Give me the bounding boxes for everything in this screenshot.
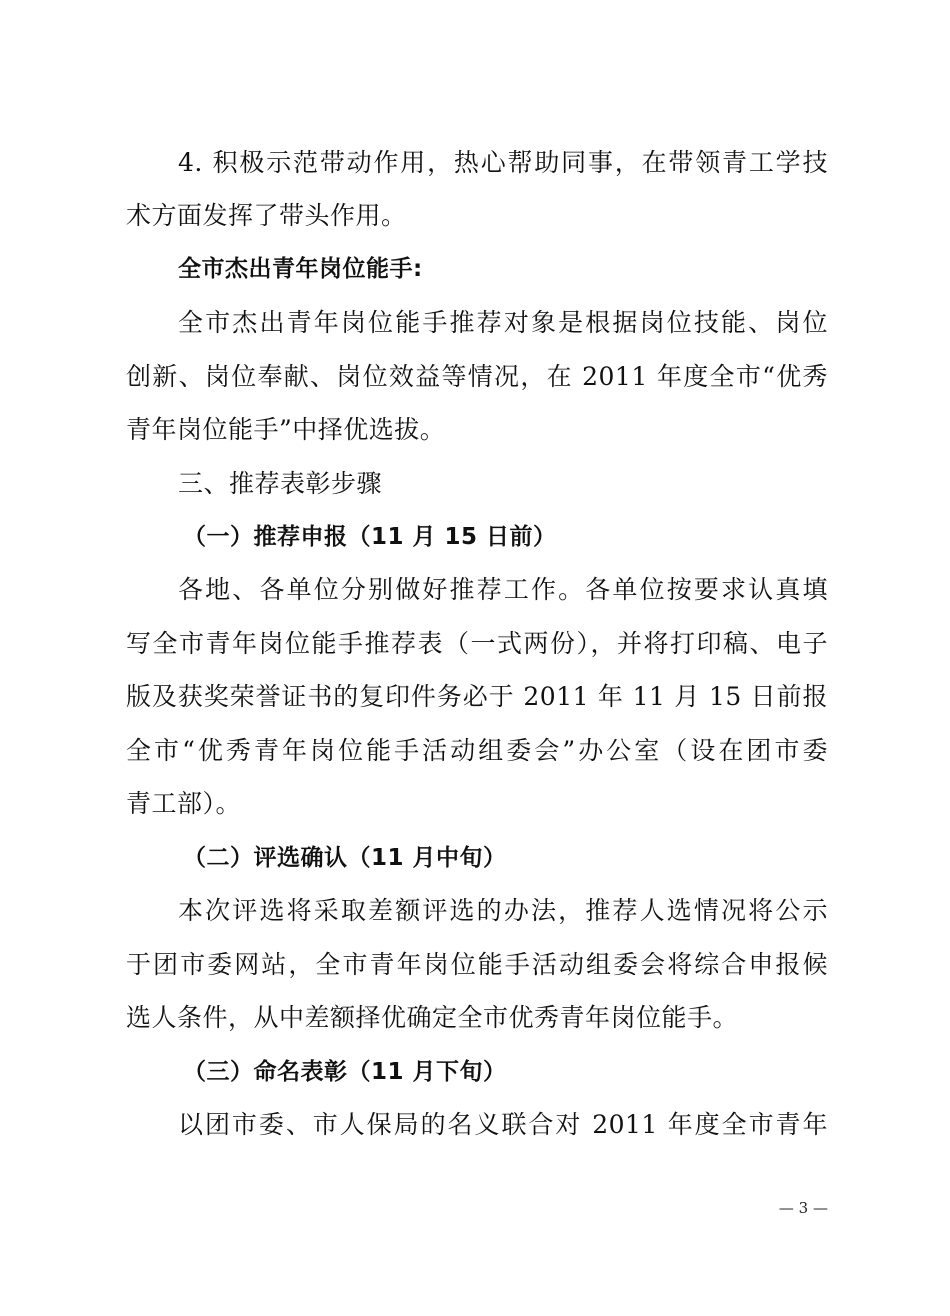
body-line: 以团市委、市人保局的名义联合对 2011 年度全市青年	[178, 1110, 828, 1139]
section-heading: 全市杰出青年岗位能手:	[178, 256, 423, 282]
subsection-heading: （一）推荐申报（11 月 15 日前）	[183, 524, 557, 550]
body-line: 选人条件，从中差额择优确定全市优秀青年岗位能手。	[126, 1003, 739, 1032]
body-line: 青年岗位能手”中择优选拔。	[126, 415, 446, 444]
page-number: — 3 —	[778, 1199, 828, 1217]
subsection-heading: （二）评选确认（11 月中旬）	[183, 845, 507, 871]
body-line: 术方面发挥了带头作用。	[126, 201, 407, 230]
body-line: 4. 积极示范带动作用，热心帮助同事，在带领青工学技	[178, 148, 828, 177]
body-line: 各地、各单位分别做好推荐工作。各单位按要求认真填	[178, 575, 828, 604]
body-line: 版及获奖荣誉证书的复印件务必于 2011 年 11 月 15 日前报	[126, 682, 828, 711]
body-line: 写全市青年岗位能手推荐表（一式两份），并将打印稿、电子	[126, 629, 828, 658]
section-title: 三、推荐表彰步骤	[178, 469, 383, 498]
subsection-heading: （三）命名表彰（11 月下旬）	[183, 1059, 507, 1085]
body-line: 创新、岗位奉献、岗位效益等情况，在 2011 年度全市“优秀	[126, 362, 828, 391]
body-line: 本次评选将采取差额评选的办法，推荐人选情况将公示	[178, 896, 828, 925]
body-line: 青工部）。	[126, 789, 242, 818]
body-line: 全市杰出青年岗位能手推荐对象是根据岗位技能、岗位	[178, 308, 828, 337]
body-line: 全市“优秀青年岗位能手活动组委会”办公室（设在团市委	[126, 736, 828, 765]
body-line: 于团市委网站，全市青年岗位能手活动组委会将综合申报候	[126, 950, 828, 979]
